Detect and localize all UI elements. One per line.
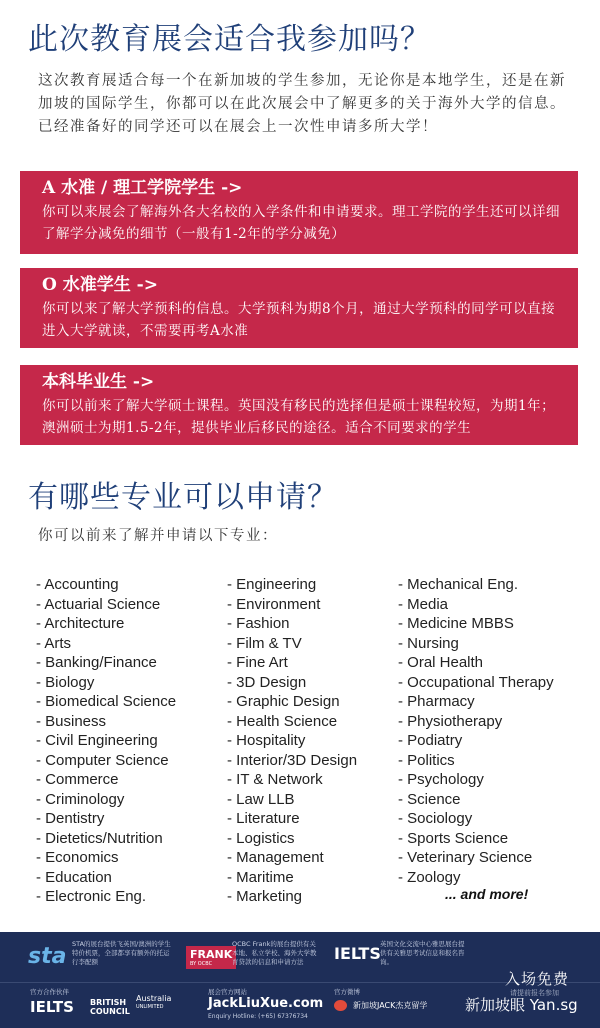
- major-item: - Media: [398, 595, 449, 613]
- british-council-logo: BRITISH COUNCIL: [90, 998, 130, 1016]
- major-item: - Psychology: [398, 771, 484, 788]
- major-item: - Marketing: [227, 888, 303, 905]
- majors-subtitle: 你可以前来了解并申请以下专业：: [38, 528, 278, 544]
- major-item: - Electronic Eng.: [36, 888, 147, 905]
- brand-watermark: 新加坡眼 Yan.sg: [465, 996, 578, 1014]
- sta-logo: sta: [28, 944, 67, 969]
- major-item: - Environment: [227, 595, 321, 613]
- major-item: - Banking/Finance: [36, 654, 157, 671]
- major-item: - 3D Design: [227, 673, 307, 691]
- audience-desc: 你可以来了解大学预科的信息。大学预科为期8个月，通过大学预科的同学可以直接进入大学就读，不需要再考A水准: [42, 301, 556, 339]
- major-item: - Interior/3D Design: [227, 751, 358, 769]
- major-item: - Law LLB: [227, 790, 295, 808]
- major-item: - Literature: [227, 810, 300, 827]
- major-item: - Biology: [36, 673, 95, 691]
- major-item: - Science: [398, 790, 461, 808]
- major-item: - Sociology: [398, 810, 473, 827]
- audience-desc: 你可以来展会了解海外各大名校的入学条件和申请要求。理工学院的学生还可以详细了解学分减免的细节（一般有1-2年的学分减免）: [42, 204, 560, 242]
- intro-paragraph: 这次教育展适合每一个在新加坡的学生参加，无论你是本地学生，还是在新加坡的国际学生，你都可以在此次展会中了解更多的关于海外大学的信息。已经准备好的同学还可以在展会上一次性申请多所大学！: [38, 73, 566, 135]
- weibo-account[interactable]: 新加坡JACK杰克留学: [334, 1000, 427, 1011]
- major-item: - Economics: [36, 849, 119, 866]
- major-item: - Veterinary Science: [398, 849, 533, 866]
- major-item: - Mechanical Eng.: [398, 576, 519, 593]
- partners-label: 官方合作伙伴: [30, 988, 69, 996]
- audience-desc: 你可以前来了解大学硕士课程。英国没有移民的选择但是硕士课程较短，为期1年；澳洲硕士为期1.5-2年，提供毕业后移民的途径。适合不同要求的学生: [42, 398, 556, 436]
- major-item: - Sports Science: [398, 829, 509, 847]
- australia-unlimited-logo: Australia UNLIMITED: [136, 994, 172, 1010]
- major-item: - Business: [36, 712, 107, 730]
- majors-column-2: [227, 575, 357, 907]
- audience-box-o-level: [20, 268, 578, 348]
- audience-box-a-level: [20, 171, 578, 254]
- weibo-label: 官方微博: [334, 988, 360, 996]
- major-item: - Biomedical Science: [36, 693, 177, 710]
- major-item: - Graphic Design: [227, 693, 340, 710]
- and-more-label: ... and more!: [445, 886, 529, 902]
- frank-text: OCBC Frank的展台提供有关本地、私立学校、海外大学教育贷款的信息和申请方法: [232, 940, 317, 966]
- major-item: - Nursing: [398, 634, 459, 652]
- free-entry-note: 请提前报名参加: [510, 989, 559, 997]
- major-item: - Maritime: [227, 868, 294, 886]
- major-item: - Actuarial Science: [36, 595, 161, 613]
- frank-logo: FRANK BY OCBC: [186, 946, 236, 969]
- majors-column-1: [36, 575, 176, 907]
- major-item: - Civil Engineering: [36, 732, 158, 749]
- site-label: 展会官方网站: [208, 988, 247, 996]
- major-item: - Zoology: [398, 868, 461, 886]
- major-item: - Engineering: [227, 576, 317, 593]
- major-item: - Physiotherapy: [398, 712, 503, 730]
- major-item: - Dietetics/Nutrition: [36, 829, 163, 847]
- major-item: - Education: [36, 868, 112, 886]
- ielts-text: 英国文化交流中心雅思展台提供有关雅思考试信息和报名咨询。: [380, 940, 465, 966]
- official-website-link[interactable]: JackLiuXue.com: [208, 996, 324, 1011]
- major-item: - Commerce: [36, 771, 119, 788]
- audience-title: 本科毕业生 ->: [42, 372, 155, 392]
- ielts-partner-logo: IELTS: [30, 998, 74, 1016]
- major-item: - Politics: [398, 751, 455, 769]
- major-item: - Computer Science: [36, 751, 169, 769]
- ielts-logo: IELTS: [334, 944, 381, 963]
- major-item: - Logistics: [227, 829, 295, 847]
- weibo-icon: [334, 1000, 347, 1011]
- major-item: - Arts: [36, 634, 72, 652]
- audience-title: A 水准 / 理工学院学生 ->: [42, 178, 243, 198]
- major-item: - Occupational Therapy: [398, 673, 554, 691]
- major-item: - IT & Network: [227, 771, 323, 788]
- major-item: - Accounting: [36, 576, 119, 593]
- major-item: - Dentistry: [36, 810, 105, 827]
- major-item: - Hospitality: [227, 732, 306, 749]
- major-item: - Oral Health: [398, 654, 484, 671]
- major-item: - Fine Art: [227, 654, 288, 671]
- major-item: - Architecture: [36, 615, 125, 632]
- audience-title: O 水准学生 ->: [42, 275, 158, 295]
- major-item: - Pharmacy: [398, 693, 475, 710]
- major-item: - Criminology: [36, 790, 125, 808]
- major-item: - Podiatry: [398, 732, 463, 749]
- free-entry-label: 入场免费: [505, 970, 570, 988]
- major-item: - Fashion: [227, 615, 290, 632]
- major-item: - Management: [227, 849, 324, 866]
- major-item: - Health Science: [227, 712, 338, 730]
- sta-text: STA的展台提供飞英国/澳洲的学生特价机票，全部都享有额外的托运行李配额: [72, 940, 171, 966]
- audience-box-graduate: [20, 365, 578, 445]
- enquiry-hotline: Enquiry Hotline: (+65) 67376734: [208, 1013, 308, 1020]
- major-item: - Medicine MBBS: [398, 615, 514, 632]
- major-item: - Film & TV: [227, 634, 302, 652]
- majors-column-3: [398, 575, 554, 887]
- section-title-suitability: 此次教育展会适合我参加吗？: [28, 22, 431, 57]
- section-title-majors: 有哪些专业可以申请？: [28, 480, 338, 515]
